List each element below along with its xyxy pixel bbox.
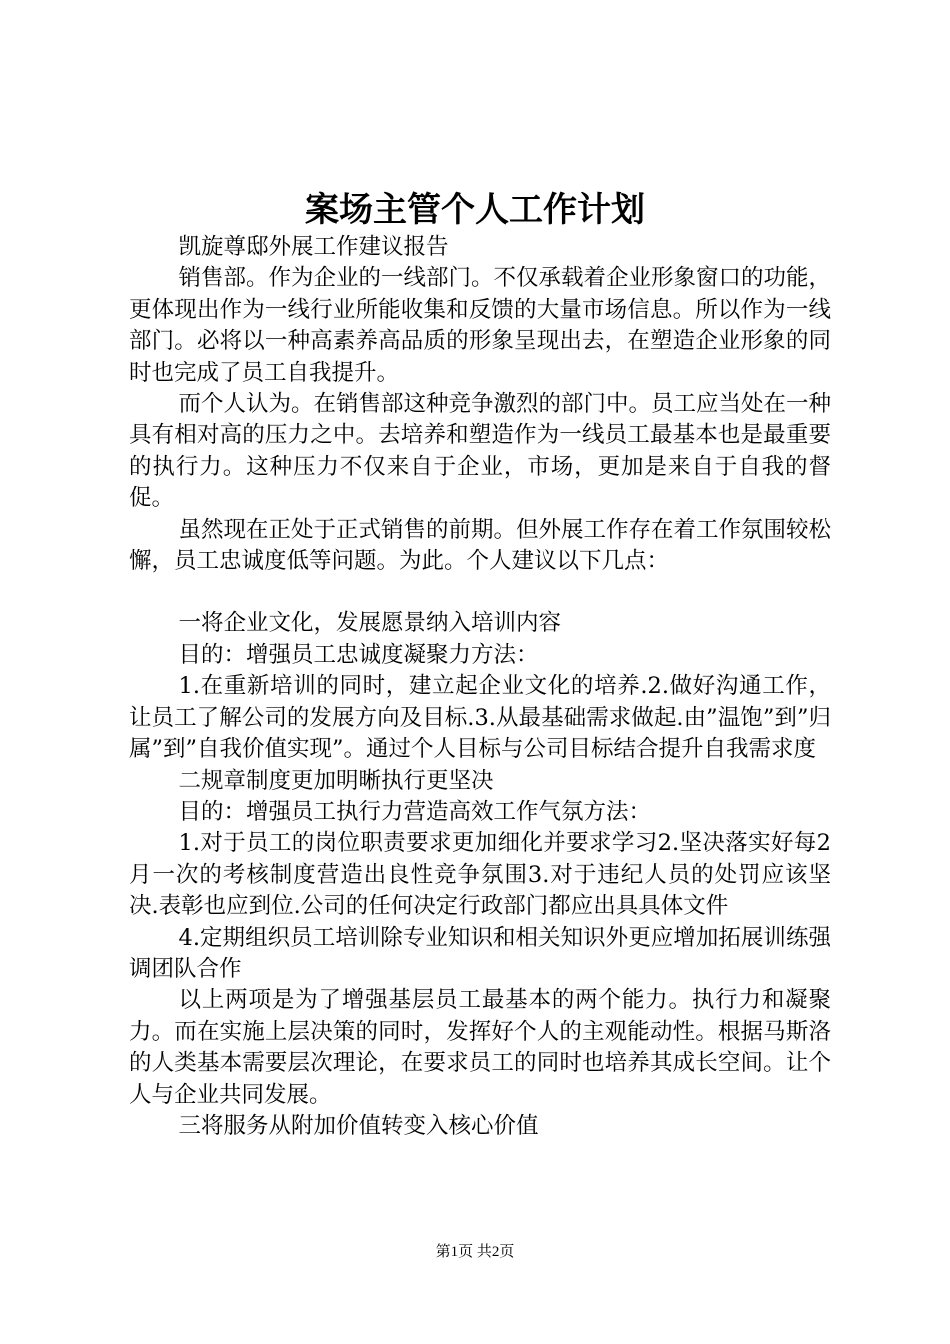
paragraph-sales-department: 销售部。作为企业的一线部门。不仅承载着企业形象窗口的功能，更体现出作为一线行业所能收集和反馈的大量市场信息。所以作为一线部门。必将以一种高素养高品质的形象呈现出去，在塑造企业形象的同时也完成了员工自我提升。 xyxy=(129,265,832,386)
section-1-methods: 1.在重新培训的同时，建立起企业文化的培养.2.做好沟通工作，让员工了解公司的发展方向及目标.3.从最基础需求做起.由”温饱”到”归属”到”自我价值实现”。通过个人目标与公司目标结合提升自我需求度 xyxy=(129,673,831,763)
section-2-methods: 1.对于员工的岗位职责要求更加细化并要求学习2.坚决落实好每2月一次的考核制度营造出良性竞争氛围3.对于违纪人员的处罚应该坚决.表彰也应到位.公司的任何决定行政部门都应出具具体文件 xyxy=(129,830,831,920)
paragraph-personal-view: 而个人认为。在销售部这种竞争激烈的部门中。员工应当处在一种具有相对高的压力之中。去培养和塑造作为一线员工最基本也是最重要的执行力。这种压力不仅来自于企业，市场，更加是来自于自我的督促。 xyxy=(129,391,832,512)
section-heading-3: 三将服务从附加价值转变入核心价值 xyxy=(178,1112,539,1139)
section-1-purpose: 目的：增强员工忠诚度凝聚力方法： xyxy=(178,641,539,668)
section-2-method-4: 4.定期组织员工培训除专业知识和相关知识外更应增加拓展训练强调团队合作 xyxy=(129,924,831,982)
section-heading-1: 一将企业文化，发展愿景纳入培训内容 xyxy=(178,610,562,637)
paragraph-current-issues: 虽然现在正处于正式销售的前期。但外展工作存在着工作氛围较松懈，员工忠诚度低等问题。为此。个人建议以下几点： xyxy=(129,516,832,575)
section-2-purpose: 目的：增强员工执行力营造高效工作气氛方法： xyxy=(178,798,652,825)
document-body xyxy=(129,232,831,1142)
section-heading-2: 二规章制度更加明晰执行更坚决 xyxy=(178,767,494,794)
document-title: 案场主管个人工作计划 xyxy=(305,190,645,230)
page-footer: 第1页 共2页 xyxy=(435,1244,515,1260)
paragraph-summary: 以上两项是为了增强基层员工最基本的两个能力。执行力和凝聚力。而在实施上层决策的同时，发挥好个人的主观能动性。根据马斯洛的人类基本需要层次理论，在要求员工的同时也培养其成长空间。让个人与企业共同发展。 xyxy=(129,987,831,1108)
report-subtitle: 凯旋尊邸外展工作建议报告 xyxy=(178,234,449,260)
